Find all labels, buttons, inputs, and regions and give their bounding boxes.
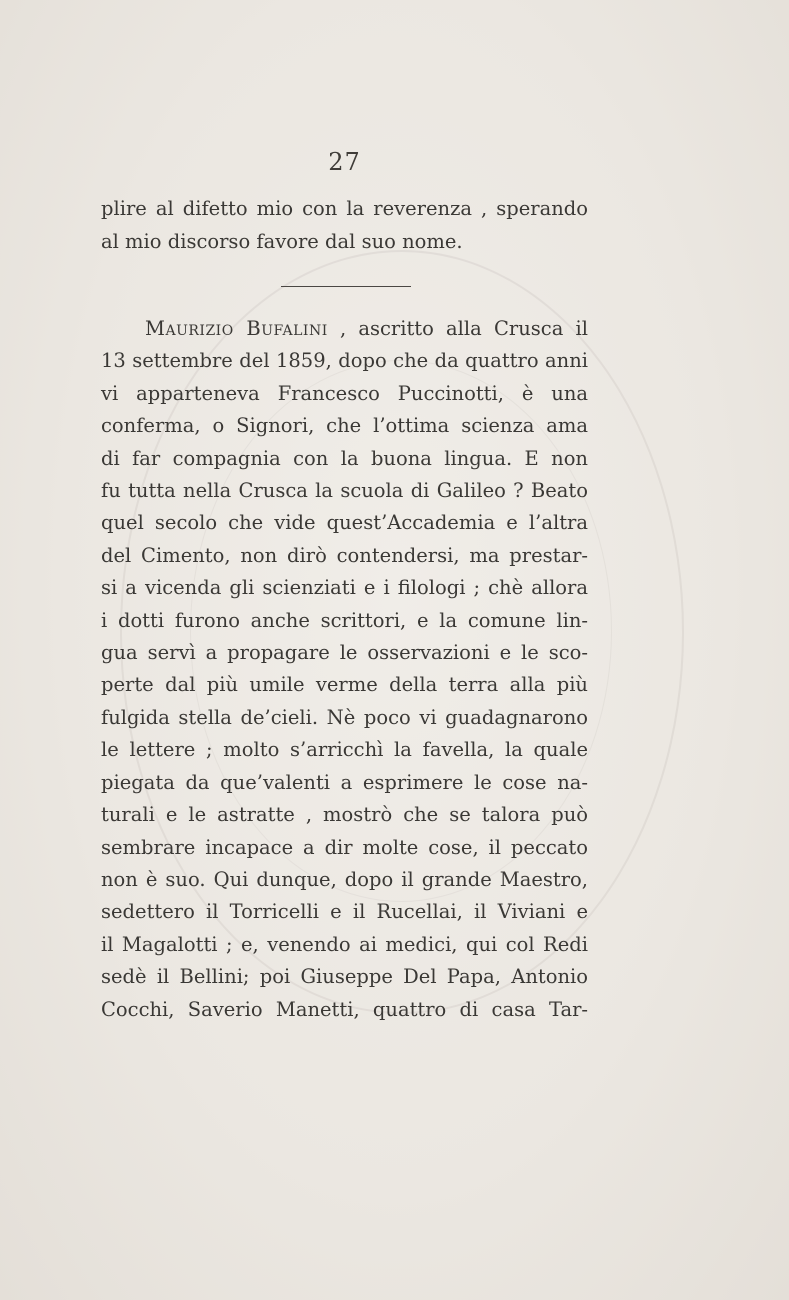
text-line: di far compagnia con la buona lingua. E non bbox=[101, 446, 588, 470]
intro-line: plire al difetto mio con la reverenza , sperando bbox=[101, 197, 588, 220]
author-name: Maurizio Bufalini bbox=[145, 317, 328, 340]
text-line: quel secolo che vide quest’Accademia e l’altra bbox=[101, 511, 588, 535]
text-line: fu tutta nella Crusca la scuola di Galileo ? Beato bbox=[101, 479, 588, 503]
text-line: turali e le astratte , mostrò che se talora può bbox=[101, 803, 588, 827]
text-line: gua servì a propagare le osservazioni e le sco- bbox=[101, 641, 588, 665]
section-paragraph bbox=[101, 313, 588, 1026]
first-line-rest: , ascritto alla Crusca il bbox=[339, 317, 588, 340]
paragraph-first-line bbox=[101, 313, 588, 345]
page-number: 27 bbox=[328, 148, 361, 176]
text-line: il Magalotti ; e, venendo ai medici, qui col Redi bbox=[101, 932, 588, 956]
intro-line: al mio discorso favore dal suo nome. bbox=[101, 230, 463, 253]
text-line: Cocchi, Saverio Manetti, quattro di casa Tar- bbox=[101, 997, 588, 1021]
text-line: non è suo. Qui dunque, dopo il grande Maestro, bbox=[101, 867, 588, 891]
text-line: perte dal più umile verme della terra alla più bbox=[101, 673, 588, 697]
text-line: fulgida stella de’cieli. Nè poco vi guadagnarono bbox=[101, 705, 588, 729]
text-line: del Cimento, non dirò contendersi, ma prestar- bbox=[101, 543, 588, 567]
text-line: sembrare incapace a dir molte cose, il peccato bbox=[101, 835, 588, 859]
section-divider bbox=[281, 286, 411, 287]
text-line: sedè il Bellini; poi Giuseppe Del Papa, Antonio bbox=[101, 965, 588, 989]
text-line: le lettere ; molto s’arricchì la favella, la quale bbox=[101, 738, 588, 762]
text-line: 13 settembre del 1859, dopo che da quattro anni bbox=[101, 349, 588, 373]
intro-paragraph bbox=[101, 192, 588, 258]
text-line: i dotti furono anche scrittori, e la comune lin- bbox=[101, 608, 588, 632]
text-line: si a vicenda gli scienziati e i filologi ; chè allora bbox=[101, 576, 588, 600]
text-line: piegata da que’valenti a esprimere le cose na- bbox=[101, 770, 588, 794]
text-line: vi apparteneva Francesco Puccinotti, è una bbox=[101, 381, 588, 405]
text-line: sedettero il Torricelli e il Rucellai, il Viviani e bbox=[101, 900, 588, 924]
text-line: conferma, o Signori, che l’ottima scienza ama bbox=[101, 414, 588, 438]
